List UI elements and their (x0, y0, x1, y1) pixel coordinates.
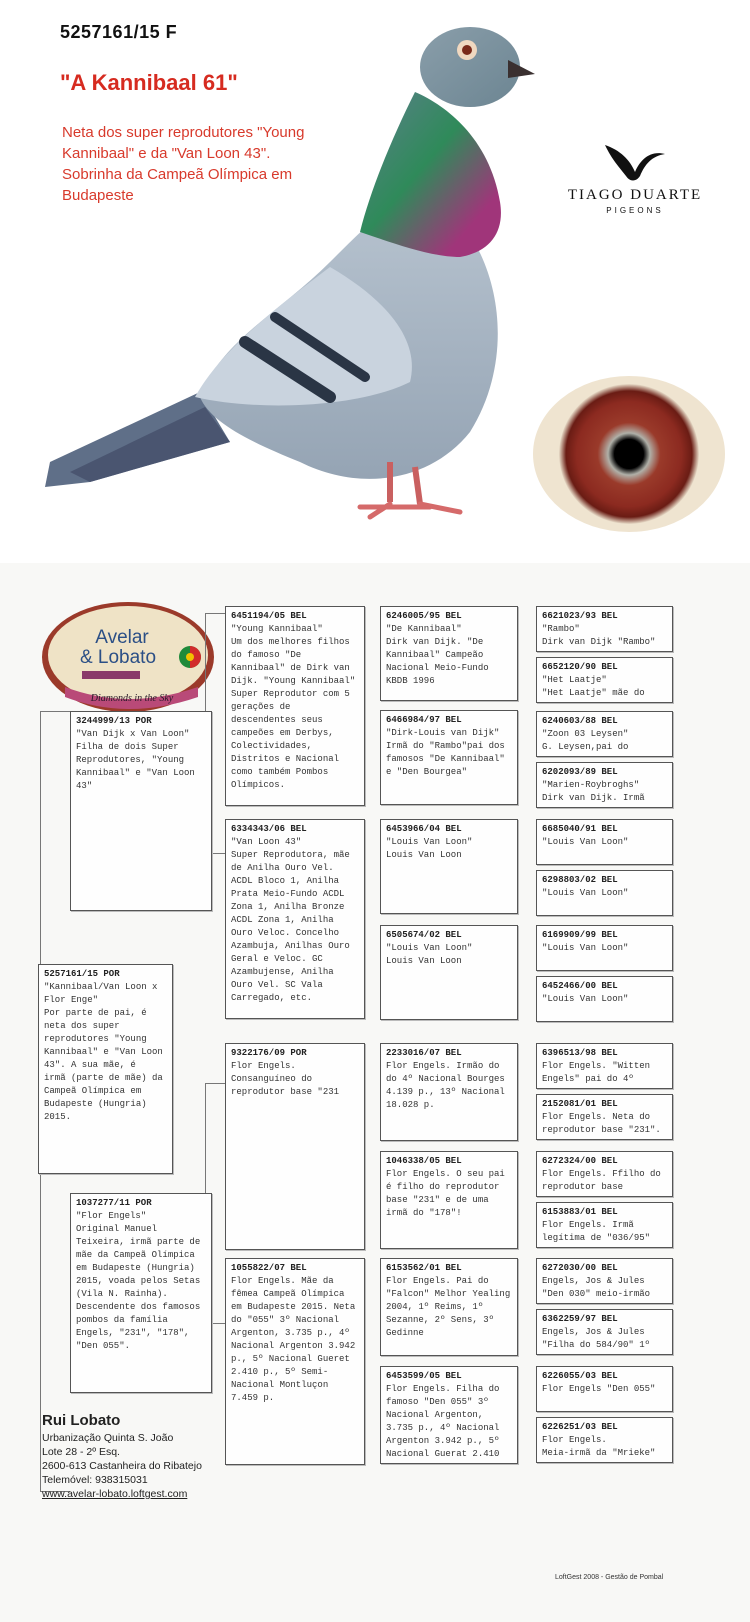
g4-1 (536, 606, 673, 652)
great-grandparent-1-notes: "De Kannibaal" Dirk van Dijk. "De Kannibaal" Campeão Nacional Meio-Fundo KBDB 1996 (386, 624, 489, 686)
g4-8-notes: "Louis Van Loon" (542, 994, 629, 1004)
avelar-lobato-logo (40, 599, 216, 719)
great-grandparent-3-ring: 6453966/04 BEL (386, 824, 462, 834)
sire-ring: 3244999/13 POR (76, 716, 152, 726)
great-grandparent-4-ring: 6505674/02 BEL (386, 930, 462, 940)
g4-4-notes: "Marien-Roybroghs" Dirk van Dijk. Irmã (542, 780, 645, 803)
grandparent-2-ring: 6334343/06 BEL (231, 824, 307, 834)
g4-8 (536, 976, 673, 1022)
g4-2-notes: "Het Laatje" "Het Laatje" mãe do (542, 675, 645, 698)
g4-11 (536, 1151, 673, 1197)
g4-1-notes: "Rambo" Dirk van Dijk "Rambo" (542, 624, 656, 647)
g4-14 (536, 1309, 673, 1355)
dam-ring: 1037277/11 POR (76, 1198, 152, 1208)
g4-7 (536, 925, 673, 971)
great-grandparent-7 (380, 1258, 518, 1356)
great-grandparent-6 (380, 1151, 518, 1249)
g4-8-ring: 6452466/00 BEL (542, 981, 618, 991)
logo-title: TIAGO DUARTE (567, 187, 703, 203)
address-line-3: 2600-613 Castanheira do Ribatejo (42, 1460, 202, 1472)
brand-line2: & Lobato (79, 647, 157, 668)
g4-3-notes: "Zoon 03 Leysen" G. Leysen,pai do (542, 729, 629, 752)
ring-number: 5257161/15 F (60, 22, 178, 42)
great-grandparent-6-ring: 1046338/05 BEL (386, 1156, 462, 1166)
g4-1-ring: 6621023/93 BEL (542, 611, 618, 621)
grandparent-2-notes: "Van Loon 43" Super Reprodutora, mãe de Anilha Ouro Vel. ACDL Bloco 1, Anilha Prata Meio-Fundo ACDL Zona 1, Anilha Bronze ACDL Zona 1, Anilha Ouro Veloc. Concelho Azambuja, Anilhas Ouro Geral e Veloc. GC Azambujense, Anilha Ouro Vel. SC Vala Carregado, etc. (231, 837, 350, 1003)
g4-13-ring: 6272030/00 BEL (542, 1263, 618, 1273)
g4-13-notes: Engels, Jos & Jules "Den 030" meio-irmão (542, 1276, 651, 1299)
address-line-2: Lote 28 - 2º Esq. (42, 1446, 120, 1458)
logo-subtitle: PIGEONS (606, 206, 664, 215)
grandparent-1-ring: 6451194/05 BEL (231, 611, 307, 621)
g4-12-notes: Flor Engels. Irmã legítima de "036/95" (542, 1220, 651, 1243)
breeder-contact (42, 1412, 202, 1501)
pedigree-dam (70, 1193, 212, 1393)
great-grandparent-7-ring: 6153562/01 BEL (386, 1263, 462, 1273)
g4-14-ring: 6362259/97 BEL (542, 1314, 618, 1324)
address-line-1: Urbanização Quinta S. João (42, 1432, 174, 1444)
g4-4-ring: 6202093/89 BEL (542, 767, 618, 777)
subject-notes: "Kannibaal/Van Loon x Flor Enge" Por parte de pai, é neta dos super reprodutores "Young Kannibaal" e "Van Loon 43". A sua mãe, é irmã (parte de mãe) da Campeã Olímpica em Budapeste (Hungria) 2015. (44, 982, 163, 1122)
hero-section (0, 0, 750, 563)
pigeon-description: Neta dos super reprodutores "Young Kannibaal" e da "Van Loon 43". Sobrinha da Campeã Olímpica em Budapeste (62, 124, 305, 204)
g4-6-notes: "Louis Van Loon" (542, 888, 629, 898)
software-footer: LoftGest 2008 - Gestão de Pombal (555, 1574, 664, 1581)
pigeon-name: "A Kannibaal 61" (60, 70, 238, 95)
great-grandparent-4-notes: "Louis Van Loon" Louis Van Loon (386, 943, 473, 966)
great-grandparent-2-ring: 6466984/97 BEL (386, 715, 462, 725)
g4-9-ring: 6396513/98 BEL (542, 1048, 618, 1058)
grandparent-2 (225, 819, 365, 1019)
great-grandparent-5-ring: 2233016/07 BEL (386, 1048, 462, 1058)
grandparent-3 (225, 1043, 365, 1250)
great-grandparent-7-notes: Flor Engels. Pai do "Falcon" Melhor Yealing 2004, 1º Reims, 1º Sezanne, 2º Sens, 3º Gedinne (386, 1276, 516, 1338)
pedigree-subject (38, 964, 173, 1174)
great-grandparent-2 (380, 710, 518, 805)
grandparent-4 (225, 1258, 365, 1465)
grandparent-3-ring: 9322176/09 POR (231, 1048, 307, 1058)
great-grandparent-8 (380, 1366, 518, 1464)
eye-photo (531, 374, 727, 534)
g4-16 (536, 1417, 673, 1463)
great-grandparent-2-notes: "Dirk-Louis van Dijk" Irmã do "Rambo"pai dos famosos "De Kannibaal" e "Den Bourgea" (386, 728, 505, 777)
great-grandparent-6-notes: Flor Engels. O seu pai é filho do reprodutor base "231" e de uma irmã do "178"! (386, 1169, 511, 1218)
g4-16-notes: Flor Engels. Meia-irmã da "Mrieke" (542, 1435, 656, 1458)
g4-11-notes: Flor Engels. Ffilho do reprodutor base (542, 1169, 667, 1192)
g4-15-notes: Flor Engels "Den 055" (542, 1384, 656, 1394)
great-grandparent-8-notes: Flor Engels. Filha do famoso "Den 055" 3º Nacional Argenton, 3.735 p., 4º Nacional Argenton 3.942 p., 5º Nacional Guerat 2.410 (386, 1384, 505, 1459)
great-grandparent-1-ring: 6246005/95 BEL (386, 611, 462, 621)
grandparent-4-ring: 1055822/07 BEL (231, 1263, 307, 1273)
g4-9-notes: Flor Engels. "Witten Engels" pai do 4º (542, 1061, 656, 1084)
g4-10-ring: 2152081/01 BEL (542, 1099, 618, 1109)
g4-14-notes: Engels, Jos & Jules "Filha do 584/90" 1º (542, 1327, 651, 1350)
subject-ring: 5257161/15 POR (44, 969, 120, 979)
g4-10-notes: Flor Engels. Neta do reprodutor base "231". (542, 1112, 661, 1135)
grandparent-3-notes: Flor Engels. Consanguíneo do reprodutor base "231 (231, 1061, 340, 1097)
grandparent-1-notes: "Young Kannibaal" Um dos melhores filhos do famoso "De Kannibaal" de Dirk van Dijk. "Young Kannibaal" Super Reprodutor com 5 gerações de descendentes seus campeões em Derbys, Colectividades, Distritos e Nacional como também Pombos Olímpicos. (231, 624, 356, 790)
g4-6-ring: 6298803/02 BEL (542, 875, 618, 885)
great-grandparent-4 (380, 925, 518, 1020)
grandparent-1 (225, 606, 365, 806)
grandparent-4-notes: Flor Engels. Mãe da fêmea Campeã Olímpica em Budapeste 2015. Neta do "055" 3º Nacional Argenton, 3.735 p., 4º Nacional Argenton 3.942 p., 5º Nacional Gueret 2.410 p., 5º Semi-Nacional Montluçon 7.459 p. (231, 1276, 361, 1403)
g4-15-ring: 6226055/03 BEL (542, 1371, 618, 1381)
g4-3-ring: 6240603/88 BEL (542, 716, 618, 726)
bird-logo-icon (600, 140, 670, 185)
phone-number: Telemóvel: 938315031 (42, 1474, 148, 1486)
great-grandparent-5 (380, 1043, 518, 1141)
g4-2-ring: 6652120/90 BEL (542, 662, 618, 672)
great-grandparent-1 (380, 606, 518, 701)
g4-7-ring: 6169909/99 BEL (542, 930, 618, 940)
breeder-name: Rui Lobato (42, 1412, 121, 1429)
great-grandparent-3 (380, 819, 518, 914)
brand-line1: Avelar (95, 627, 149, 648)
connector (40, 711, 70, 712)
g4-9 (536, 1043, 673, 1089)
pedigree-document (0, 563, 750, 1622)
g4-10 (536, 1094, 673, 1140)
g4-7-notes: "Louis Van Loon" (542, 943, 629, 953)
g4-5-ring: 6685040/91 BEL (542, 824, 618, 834)
g4-2 (536, 657, 673, 703)
pedigree-sire (70, 711, 212, 911)
great-grandparent-8-ring: 6453599/05 BEL (386, 1371, 462, 1381)
tiago-duarte-logo (560, 140, 710, 215)
g4-6 (536, 870, 673, 916)
great-grandparent-3-notes: "Louis Van Loon" Louis Van Loon (386, 837, 473, 860)
great-grandparent-5-notes: Flor Engels. Irmão do do 4º Nacional Bourges 4.139 p., 13º Nacional 18.028 p. (386, 1061, 511, 1110)
g4-5-notes: "Louis Van Loon" (542, 837, 629, 847)
connector (205, 1083, 225, 1084)
g4-11-ring: 6272324/00 BEL (542, 1156, 618, 1166)
g4-12 (536, 1202, 673, 1248)
dam-notes: "Flor Engels" Original Manuel Teixeira, irmã parte de mãe da Campeã Olímpica em Budapeste (Hungria) 2015, voada pelos Setas (Vila N. Rainha). Descendente dos famosos pombos da família Engels, "231", "178", "Den 055". (76, 1211, 201, 1351)
g4-5 (536, 819, 673, 865)
g4-15 (536, 1366, 673, 1412)
pigeon-photo (30, 12, 550, 542)
g4-12-ring: 6153883/01 BEL (542, 1207, 618, 1217)
connector (205, 613, 225, 614)
brand-tagline: Diamonds in the Sky (90, 693, 174, 704)
website-link[interactable]: www.avelar-lobato.loftgest.com (42, 1488, 188, 1500)
g4-13 (536, 1258, 673, 1304)
sire-notes: "Van Dijk x Van Loon" Filha de dois Super Reprodutores, "Young Kannibaal" e "Van Loon 43" (76, 729, 195, 791)
g4-3 (536, 711, 673, 757)
g4-16-ring: 6226251/03 BEL (542, 1422, 618, 1432)
g4-4 (536, 762, 673, 808)
